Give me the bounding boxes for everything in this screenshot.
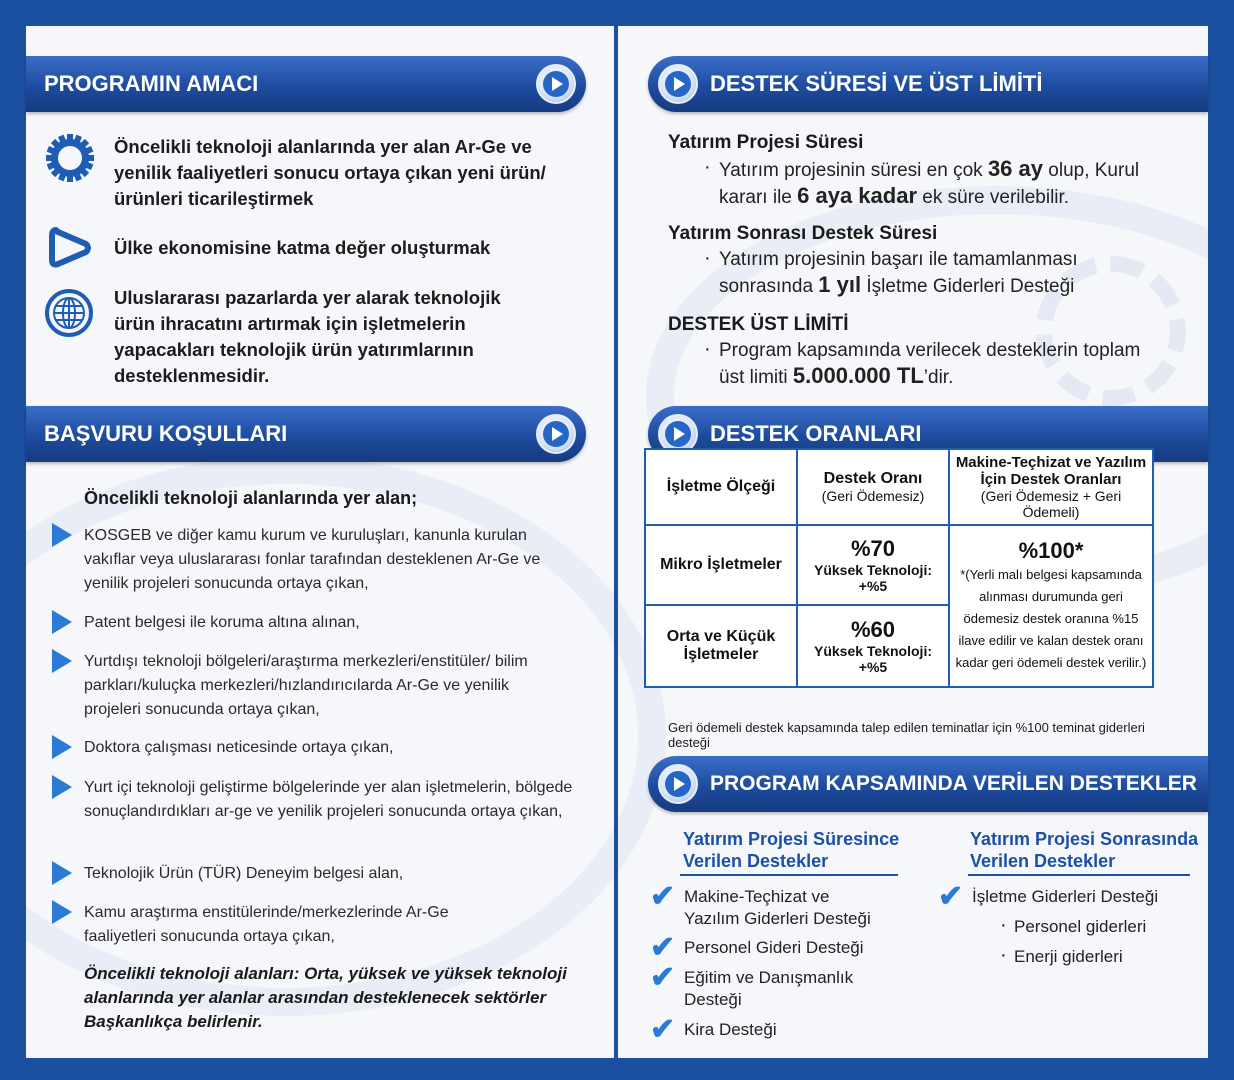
bullet-triangle-icon bbox=[52, 775, 72, 799]
makine-rate-cell bbox=[949, 525, 1153, 687]
divider bbox=[968, 874, 1190, 876]
destek-oranlari-table bbox=[644, 448, 1154, 688]
kosul-item-3: Yurtdışı teknoloji bölgeleri/araştırma merkezleri/enstitüler/ bilim parkları/kuluçka merkezleri/hızlandırıcılarda Ar-Ge ve yenilik projeleri sonucunda ortaya çıkan, bbox=[84, 653, 528, 718]
play-icon[interactable] bbox=[658, 764, 698, 804]
bullet-dot: · bbox=[1000, 914, 1007, 936]
row-orta-rate bbox=[797, 605, 949, 687]
col-header-makine-title: Makine-Teçhizat ve Yazılım İçin Destek Oranları bbox=[955, 454, 1147, 488]
mikro-rate-value: %70 bbox=[850, 536, 896, 561]
sure-text-2b: sonrasında bbox=[719, 276, 819, 297]
row-mikro-rate bbox=[797, 525, 949, 605]
sure-text-3b: üst limiti bbox=[719, 367, 793, 388]
sure-1-yil: 1 yıl bbox=[818, 272, 862, 297]
bullet-triangle-icon bbox=[52, 610, 72, 634]
destek-col1-heading-line1: Yatırım Projesi Süresince bbox=[683, 829, 900, 849]
destek-col1-item-4: Kira Desteği bbox=[684, 1020, 777, 1039]
section-header-sure bbox=[648, 56, 1208, 112]
amac-item-1: Öncelikli teknoloji alanlarında yer alan Ar-Ge ve yenilik faaliyetleri sonucu ortaya çıkan yeni ürün/ürünleri ticarileştirmek bbox=[114, 136, 546, 209]
amac-item-2: Ülke ekonomisine katma değer oluşturmak bbox=[114, 237, 491, 258]
col-header-oran-title: Destek Oranı bbox=[823, 470, 923, 487]
destek-col2-heading-line2: Verilen Destekler bbox=[970, 851, 1116, 871]
table-footnote: Geri ödemeli destek kapsamında talep edilen teminatlar için %100 teminat giderleri desteği bbox=[668, 720, 1145, 750]
play-icon[interactable] bbox=[536, 64, 576, 104]
bullet-triangle-icon bbox=[52, 735, 72, 759]
section-header-destekler bbox=[648, 756, 1208, 812]
section-title: PROGRAM KAPSAMINDA VERİLEN DESTEKLER bbox=[710, 772, 1197, 795]
row-label-mikro: Mikro İşletmeler bbox=[645, 525, 797, 605]
destek-col1-item-1: Makine-Teçhizat ve Yazılım Giderleri Desteği bbox=[684, 887, 871, 928]
kosul-item-5: Yurt içi teknoloji geliştirme bölgelerinde yer alan işletmelerin, bölgede sonuçlandırdıkları ar-ge ve yenilik projeleri sonucunda ortaya çıkan, bbox=[84, 779, 573, 820]
check-icon: ✔ bbox=[650, 931, 676, 964]
kosul-item-4: Doktora çalışması neticesinde ortaya çıkan, bbox=[84, 739, 394, 756]
bullet-dot: · bbox=[1000, 944, 1007, 966]
bullet-dot: · bbox=[704, 156, 711, 178]
destek-col1-item-2: Personel Gideri Desteği bbox=[684, 938, 864, 957]
destek-col2-heading-line1: Yatırım Projesi Sonrasında bbox=[970, 829, 1199, 849]
check-icon: ✔ bbox=[650, 961, 676, 994]
sure-text-1f: ek süre verilebilir. bbox=[917, 187, 1070, 208]
col-header-oran-sub: (Geri Ödemesiz) bbox=[821, 488, 925, 504]
destek-col2-heading bbox=[970, 828, 1198, 872]
sure-heading-2: Yatırım Sonrası Destek Süresi bbox=[668, 223, 938, 244]
destek-col2-sub-2: Enerji giderleri bbox=[1014, 947, 1123, 966]
check-icon: ✔ bbox=[938, 880, 964, 913]
sure-text-3d: ’dir. bbox=[923, 367, 954, 388]
sure-text-1c: olup, Kurul bbox=[1043, 160, 1140, 181]
bullet-dot: · bbox=[704, 338, 711, 360]
row-label-orta-kucuk: Orta ve Küçük İşletmeler bbox=[645, 605, 797, 687]
mikro-tech-bonus: Yüksek Teknoloji: +%5 bbox=[814, 562, 932, 594]
sure-text-1d: kararı ile bbox=[719, 187, 798, 208]
sure-text-3 bbox=[719, 338, 1199, 390]
amac-item-3: Uluslararası pazarlarda yer alarak teknolojik ürün ihracatını artırmak için işletmelerin yapacakları teknolojik ürün yatırımlarının desteklenmesidir. bbox=[114, 287, 501, 386]
section-title: BAŞVURU KOŞULLARI bbox=[44, 421, 288, 446]
section-title: PROGRAMIN AMACI bbox=[44, 71, 259, 96]
kosul-item-2: Patent belgesi ile koruma altına alınan, bbox=[84, 614, 360, 631]
bullet-triangle-icon bbox=[52, 649, 72, 673]
col-header-makine-sub: (Geri Ödemesiz + Geri Ödemeli) bbox=[980, 488, 1122, 520]
col-header-oran bbox=[797, 449, 949, 525]
destek-col2-sub-1: Personel giderleri bbox=[1014, 917, 1147, 936]
col-header-olcek: İşletme Ölçeği bbox=[645, 449, 797, 525]
makine-rate-note: *(Yerli malı belgesi kapsamında alınması durumunda geri ödemesiz destek oranına %15 ilave edilir ve kalan destek oranı kadar geri ödemeli destek verilir.) bbox=[955, 567, 1147, 670]
orta-rate-value: %60 bbox=[850, 617, 896, 642]
orta-tech-bonus: Yüksek Teknoloji: +%5 bbox=[814, 643, 932, 675]
gear-icon bbox=[44, 132, 96, 184]
section-title: DESTEK SÜRESİ VE ÜST LİMİTİ bbox=[710, 71, 1043, 96]
makine-rate-value: %100* bbox=[1018, 538, 1084, 563]
section-header-amac bbox=[26, 56, 586, 112]
sure-text-1a: Yatırım projesinin süresi en çok bbox=[719, 160, 988, 181]
kosullar-note: Öncelikli teknoloji alanları: Orta, yüksek ve yüksek teknoloji alanlarında yer alanlar arasından desteklenecek sektörler Başkanlıkça belirlenir. bbox=[84, 964, 567, 1031]
sure-text-2 bbox=[719, 247, 1189, 299]
section-title: DESTEK ORANLARI bbox=[710, 421, 922, 446]
play-icon[interactable] bbox=[658, 64, 698, 104]
sure-heading-3: DESTEK ÜST LİMİTİ bbox=[668, 314, 849, 335]
globe-icon bbox=[44, 288, 94, 338]
divider bbox=[680, 874, 898, 876]
bullet-triangle-icon bbox=[52, 523, 72, 547]
check-icon: ✔ bbox=[650, 1013, 676, 1046]
bullet-triangle-icon bbox=[52, 861, 72, 885]
kosullar-intro: Öncelikli teknoloji alanlarında yer alan; bbox=[84, 488, 418, 508]
sure-text-1 bbox=[719, 156, 1189, 210]
page-fold bbox=[614, 0, 618, 1080]
check-icon: ✔ bbox=[650, 880, 676, 913]
play-outline-icon bbox=[46, 224, 94, 272]
sure-36-ay: 36 ay bbox=[987, 156, 1043, 181]
section-header-kosullar bbox=[26, 406, 586, 462]
kosul-item-7: Kamu araştırma enstitülerinde/merkezlerinde Ar-Ge faaliyetleri sonucunda ortaya çıkan, bbox=[84, 904, 449, 945]
kosul-item-1: KOSGEB ve diğer kamu kurum ve kuruluşları, kanunla kurulan vakıflar veya uluslararası fonlar tarafından desteklenen Ar-Ge ve yenilik projeleri sonucunda ortaya çıkan, bbox=[84, 527, 541, 592]
bullet-dot: · bbox=[704, 247, 711, 269]
play-icon[interactable] bbox=[536, 414, 576, 454]
sure-limit: 5.000.000 TL bbox=[792, 363, 924, 388]
sure-text-2a: Yatırım projesinin başarı ile tamamlanması bbox=[719, 249, 1078, 270]
destek-col1-heading-line2: Verilen Destekler bbox=[683, 851, 829, 871]
sure-heading-1: Yatırım Projesi Süresi bbox=[668, 132, 864, 153]
kosul-item-6: Teknolojik Ürün (TÜR) Deneyim belgesi alan, bbox=[84, 865, 404, 882]
sure-6-aya: 6 aya kadar bbox=[797, 183, 918, 208]
destek-col1-heading bbox=[683, 828, 899, 872]
destek-col2-item: İşletme Giderleri Desteği bbox=[972, 887, 1159, 906]
bullet-triangle-icon bbox=[52, 900, 72, 924]
sure-text-3a: Program kapsamında verilecek desteklerin toplam bbox=[719, 340, 1141, 361]
sure-text-2d: İşletme Giderleri Desteği bbox=[861, 276, 1075, 297]
col-header-makine bbox=[949, 449, 1153, 525]
destek-col1-item-3: Eğitim ve Danışmanlık Desteği bbox=[684, 968, 854, 1009]
